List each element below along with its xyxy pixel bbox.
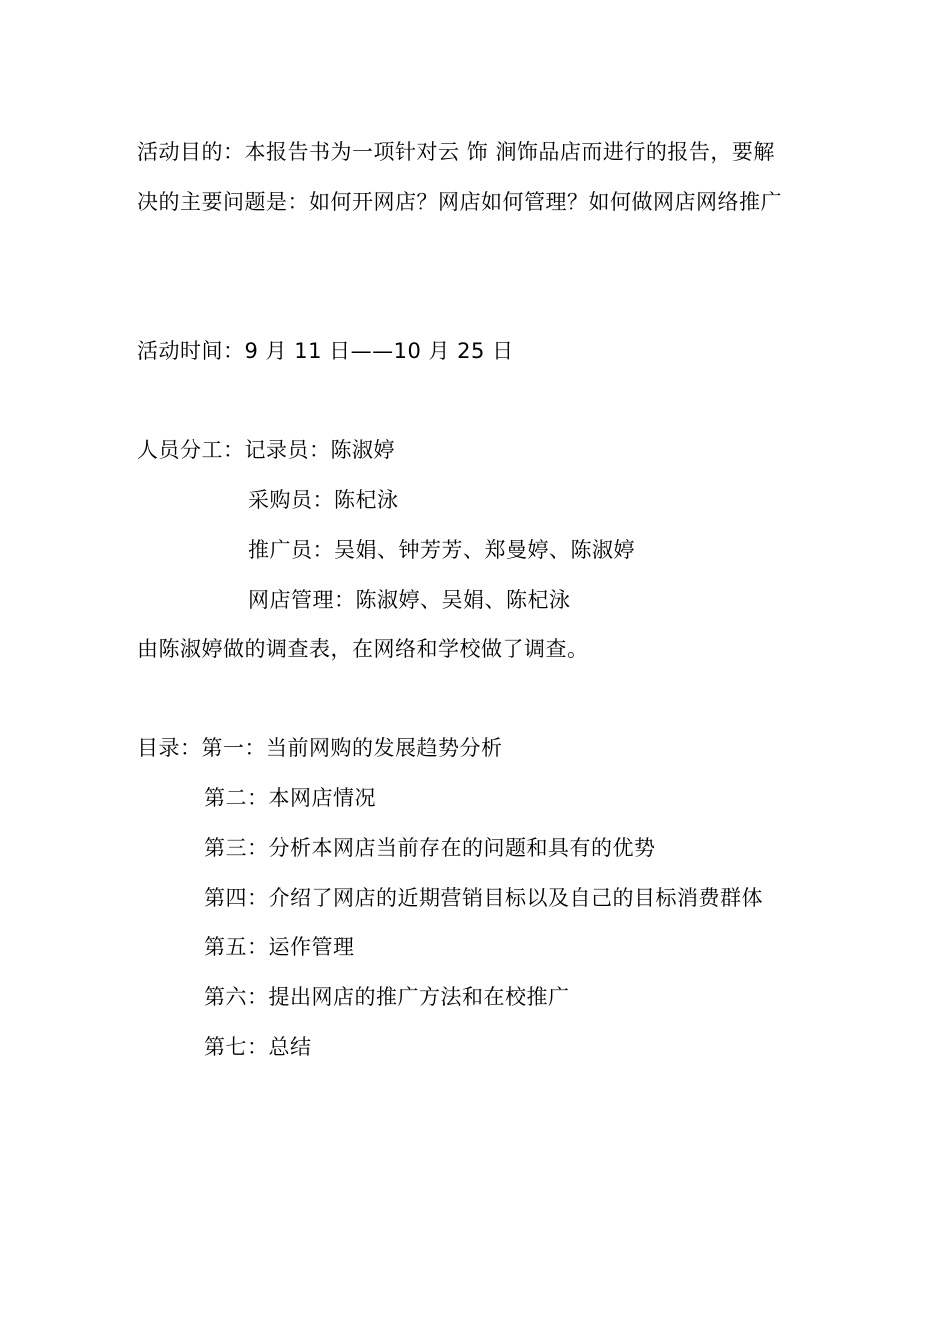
purpose-line-2: 决的主要问题是：如何开网店？网店如何管理？如何做网店网络推广 xyxy=(137,190,782,214)
toc-item-4: 第四：介绍了网店的近期营销目标以及自己的目标消费群体 xyxy=(204,886,763,910)
toc-item-2: 第二：本网店情况 xyxy=(204,786,376,810)
toc-item-5: 第五：运作管理 xyxy=(204,935,355,959)
staff-recorder: 人员分工：记录员：陈淑婷 xyxy=(137,438,395,462)
purpose-line-1: 活动目的：本报告书为一项针对云 饰 涧饰品店而进行的报告，要解 xyxy=(137,140,775,164)
staff-buyer: 采购员：陈杞泳 xyxy=(248,488,399,512)
staff-manager: 网店管理：陈淑婷、吴娟、陈杞泳 xyxy=(248,588,571,612)
toc-item-3: 第三：分析本网店当前存在的问题和具有的优势 xyxy=(204,836,656,860)
survey-note: 由陈淑婷做的调查表，在网络和学校做了调查。 xyxy=(137,637,589,661)
toc-item-1: 目录：第一：当前网购的发展趋势分析 xyxy=(137,736,503,760)
staff-promoter: 推广员：吴娟、钟芳芳、郑曼婷、陈淑婷 xyxy=(248,538,635,562)
activity-time: 活动时间：9 月 11 日——10 月 25 日 xyxy=(137,339,514,363)
toc-item-7: 第七：总结 xyxy=(204,1035,312,1059)
toc-item-6: 第六：提出网店的推广方法和在校推广 xyxy=(204,985,570,1009)
